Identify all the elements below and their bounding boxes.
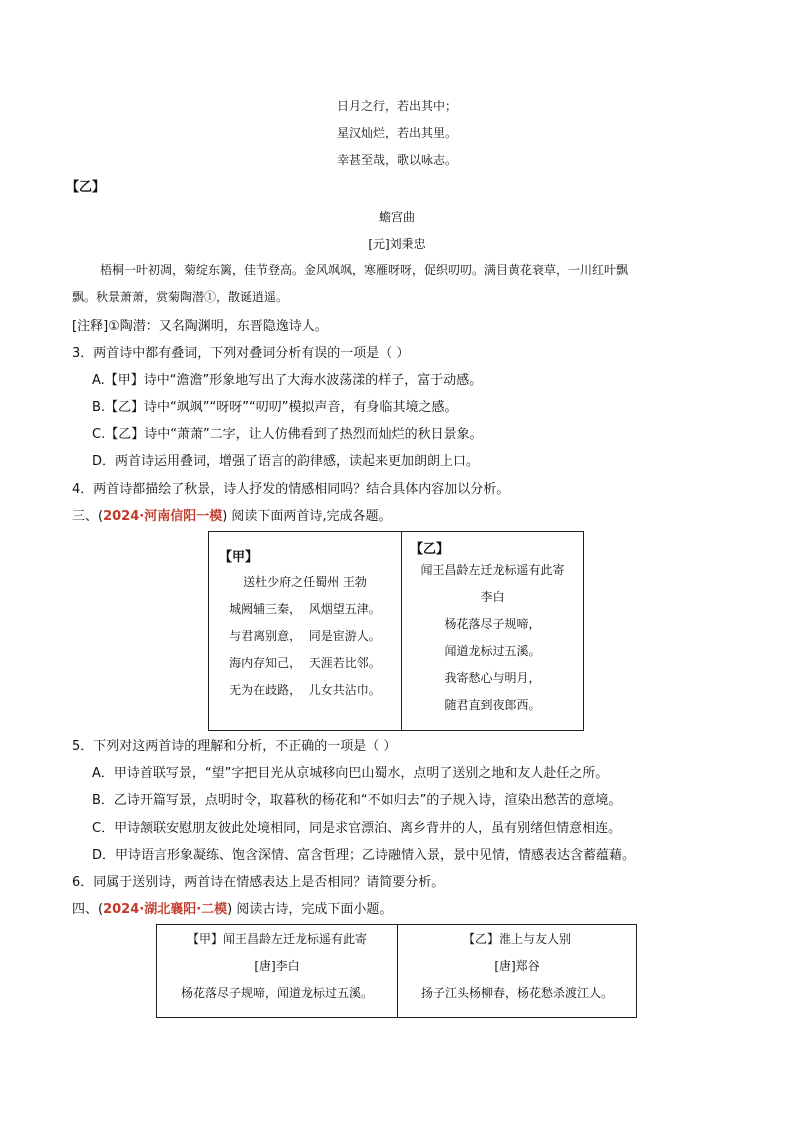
cell-marker: 【乙】 — [410, 542, 450, 557]
cell-line: 闻道龙标过五溪。 — [444, 644, 541, 658]
yi-marker: 【乙】 — [66, 180, 106, 195]
poem-author: [元]刘秉忠 — [368, 237, 426, 251]
section-source: 2024·河南信阳一模 — [103, 509, 223, 524]
cell-title: 闻王昌龄左迁龙标遥有此寄 — [420, 563, 565, 577]
poem-cell-jia — [209, 532, 402, 731]
question-5-option-c: C．甲诗颔联安慰朋友彼此处境相同，同是求官漂泊、离乡背井的人，虽有别绪但情意相连。 — [92, 821, 622, 836]
question-3-option-c: C.【乙】诗中“萧萧”二字，让人仿佛看到了热烈而灿烂的秋日景象。 — [92, 427, 483, 442]
cell-line: 城阙辅三秦， 风烟望五津。 — [229, 602, 381, 616]
section-3-heading — [72, 505, 392, 524]
cell-line: 我寄愁心与明月， — [444, 671, 541, 685]
cell-line: 与君离别意， 同是宦游人。 — [229, 629, 381, 643]
cell-line: 扬子江头杨柳春，杨花愁杀渡江人。 — [420, 986, 613, 1000]
cell-line: 杨花落尽子规啼， — [444, 617, 541, 631]
cell-line: 海内存知己， 天涯若比邻。 — [229, 656, 381, 670]
poem-body-line: 飘。秋景萧萧，赏菊陶潜①，散诞逍遥。 — [72, 290, 289, 304]
cell-line: 随君直到夜郎西。 — [444, 698, 541, 712]
question-4: 4．两首诗都描绘了秋景，诗人抒发的情感相同吗？结合具体内容加以分析。 — [72, 482, 510, 497]
section-source: 2024·湖北襄阳·二模 — [103, 902, 228, 917]
question-6: 6．同属于送别诗，两首诗在情感表达上是否相同？请简要分析。 — [72, 875, 445, 890]
cell-line: 无为在歧路， 儿女共沾巾。 — [229, 683, 381, 697]
cell-author: [唐]李白 — [254, 959, 300, 973]
cell-author: 李白 — [480, 590, 505, 604]
poem-line: 日月之行，若出其中； — [336, 99, 457, 113]
poems-table-1 — [208, 531, 584, 731]
annotation-note: [注释]①陶潜：又名陶渊明，东晋隐逸诗人。 — [72, 319, 328, 334]
section-4-heading — [72, 898, 392, 917]
cell-title: 【甲】闻王昌龄左迁龙标遥有此寄 — [186, 932, 367, 946]
question-3-stem: 3．两首诗中都有叠词，下列对叠词分析有误的一项是（ ） — [72, 346, 410, 361]
question-3-option-a: A.【甲】诗中“澹澹”形象地写出了大海水波荡漾的样子，富于动感。 — [92, 373, 483, 388]
poems-table-2 — [156, 924, 637, 1018]
question-3-option-b: B.【乙】诗中“飒飒”“呀呀”“叨叨”模拟声音，有身临其境之感。 — [92, 400, 458, 415]
section-suffix: ) 阅读下面两首诗,完成各题。 — [222, 509, 392, 524]
cell-title: 【乙】淮上与友人别 — [462, 932, 571, 946]
question-5-stem: 5．下列对这两首诗的理解和分析，不正确的一项是（ ） — [72, 739, 397, 754]
poem-line: 幸甚至哉，歌以咏志。 — [336, 153, 457, 167]
question-3-option-d: D．两首诗运用叠词，增强了语言的韵律感，读起来更加朗朗上口。 — [92, 454, 480, 469]
section-prefix: 三、( — [72, 509, 104, 524]
section-prefix: 四、( — [72, 902, 104, 917]
poem-title: 蟾宫曲 — [378, 210, 415, 224]
poem-cell-jia — [157, 925, 398, 1018]
poem-cell-yi — [402, 532, 584, 731]
cell-author: [唐]郑谷 — [494, 959, 540, 973]
cell-line: 杨花落尽子规啼，闻道龙标过五溪。 — [180, 986, 373, 1000]
question-5-option-a: A．甲诗首联写景，“望”字把目光从京城移向巴山蜀水，点明了送别之地和友人赴任之所。 — [92, 766, 609, 781]
poem-cell-yi — [398, 925, 637, 1018]
section-suffix: ) 阅读古诗，完成下面小题。 — [227, 902, 393, 917]
poem-body-line: 梧桐一叶初凋，菊绽东篱，佳节登高。金风飒飒，寒雁呀呀，促织叨叨。满目黄花衰草，一川红叶飘 — [100, 263, 629, 277]
cell-title: 送杜少府之任蜀州 王勃 — [243, 575, 367, 589]
question-5-option-d: D．甲诗语言形象凝练、饱含深情、富含哲理；乙诗融情入景，景中见情，情感表达含蓄蕴藉。 — [92, 848, 636, 863]
cell-marker: 【甲】 — [219, 550, 259, 565]
question-5-option-b: B．乙诗开篇写景，点明时令，取暮秋的杨花和“不如归去”的子规入诗，渲染出愁苦的意境。 — [92, 793, 622, 808]
poem-line: 星汉灿烂，若出其里。 — [336, 126, 457, 140]
